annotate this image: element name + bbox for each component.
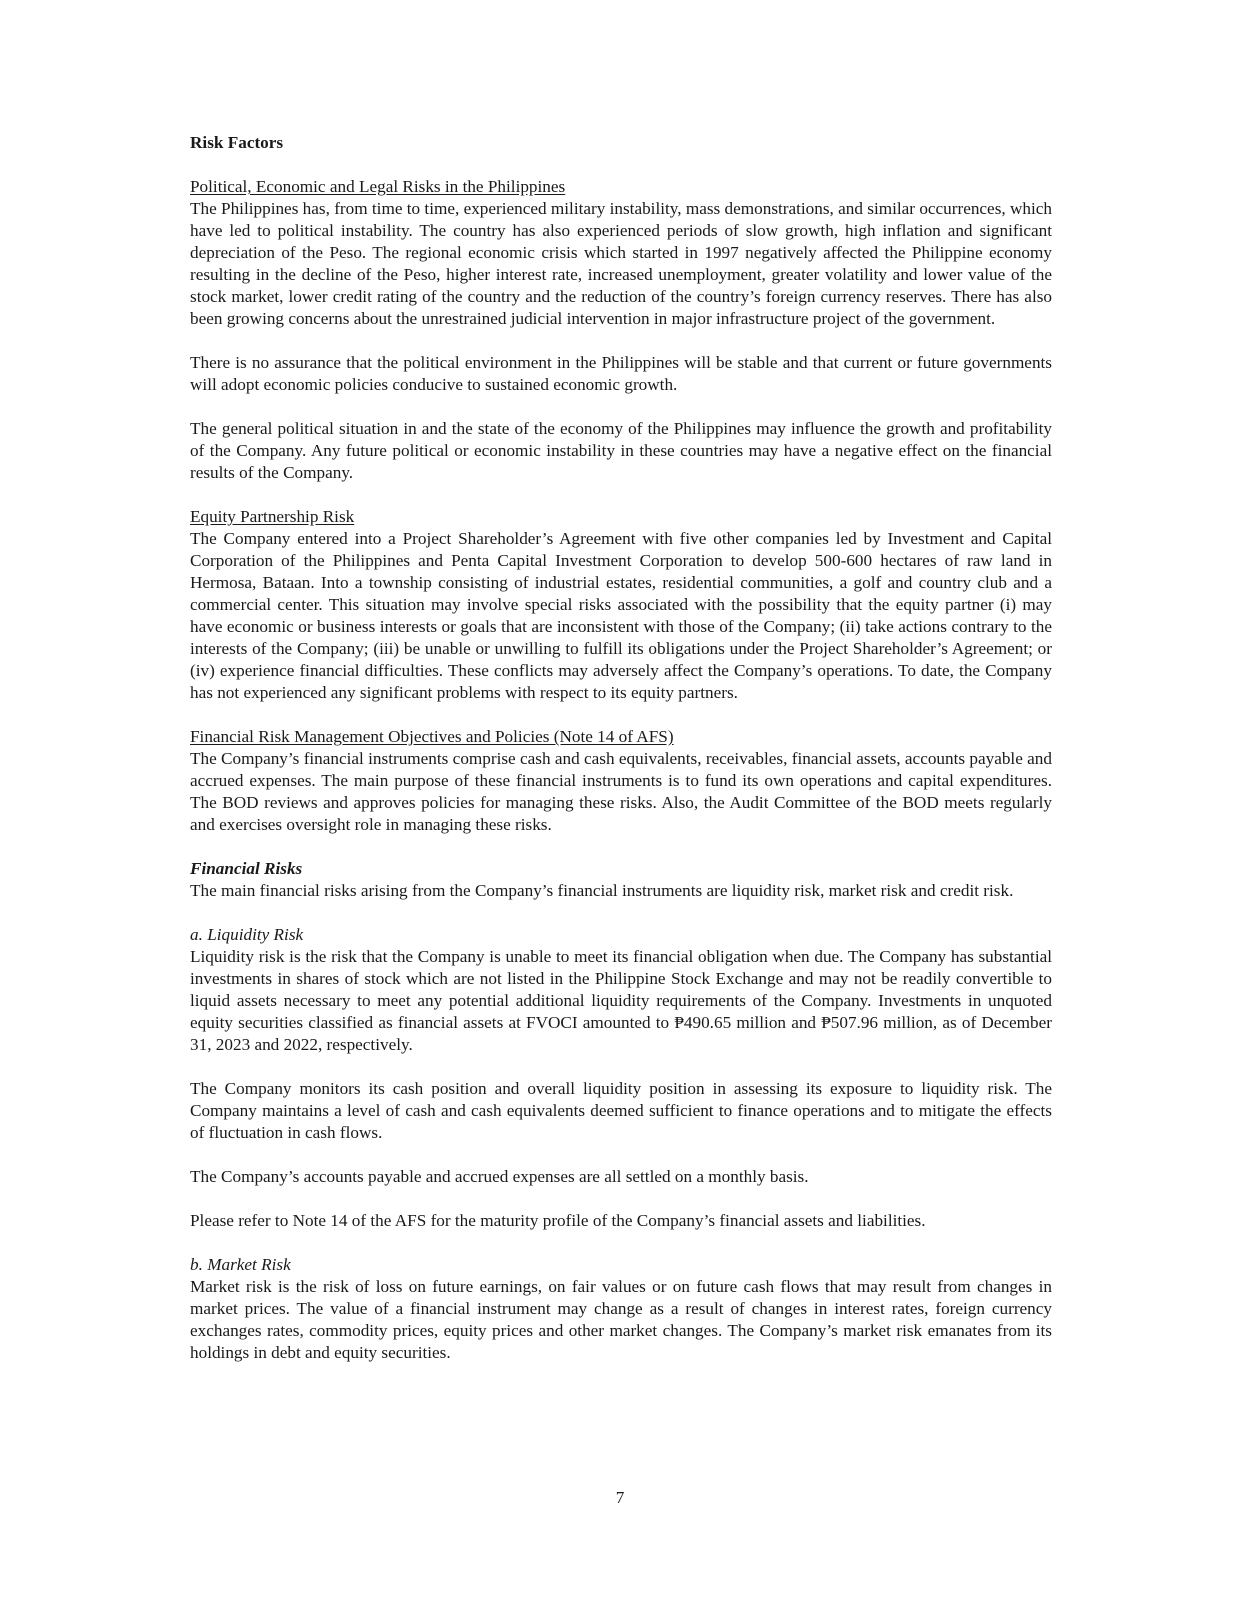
page-number: 7 [615, 1488, 625, 1507]
section-equity-partnership [190, 506, 1052, 704]
section-heading-financial-mgmt: Financial Risk Management Objectives and Policies (Note 14 of AFS) [190, 727, 674, 746]
paragraph: The main financial risks arising from the Company’s financial instruments are liquidity risk, market risk and credit risk. [190, 881, 1014, 900]
section-financial-risk-management [190, 726, 1052, 836]
paragraph: The Company’s accounts payable and accrued expenses are all settled on a monthly basis. [190, 1167, 809, 1186]
section-liquidity-risk [190, 924, 1052, 1232]
section-heading-market: b. Market Risk [190, 1255, 291, 1274]
section-heading-equity: Equity Partnership Risk [190, 507, 355, 526]
section-heading-liquidity: a. Liquidity Risk [190, 925, 304, 944]
paragraph: Market risk is the risk of loss on future earnings, on fair values or on future cash flows that may result from changes in market prices. The value of a financial instrument may change as a result of changes in interest rates, foreign currency exchanges rates, commodity prices, equity prices and other market changes. The Company’s market risk emanates from its holdings in debt and equity securities. [190, 1277, 1052, 1362]
paragraph: The Philippines has, from time to time, experienced military instability, mass demonstrations, and similar occurrences, which have led to political instability. The country has also experienced periods of slow growth, high inflation and significant depreciation of the Peso. The regional economic crisis which started in 1997 negatively affected the Philippine economy resulting in the decline of the Peso, higher interest rate, increased unemployment, greater volatility and lower value of the stock market, lower credit rating of the country and the reduction of the country’s foreign currency reserves. There has also been growing concerns about the unrestrained judicial intervention in major infrastructure project of the government. [190, 199, 1052, 328]
document-page [190, 132, 1052, 1386]
paragraph: The general political situation in and the state of the economy of the Philippines may influence the growth and profitability of the Company. Any future political or economic instability in these countries may have a negative effect on the financial results of the Company. [190, 419, 1052, 482]
section-heading-financial-risks: Financial Risks [190, 859, 303, 878]
paragraph: Please refer to Note 14 of the AFS for the maturity profile of the Company’s financial assets and liabilities. [190, 1211, 926, 1230]
section-market-risk [190, 1254, 1052, 1364]
section-political [190, 176, 1052, 484]
section-financial-risks [190, 858, 1052, 902]
page-title: Risk Factors [190, 133, 284, 152]
paragraph: The Company monitors its cash position and overall liquidity position in assessing its exposure to liquidity risk. The Company maintains a level of cash and cash equivalents deemed sufficient to finance operations and to mitigate the effects of fluctuation in cash flows. [190, 1079, 1052, 1142]
paragraph: There is no assurance that the political environment in the Philippines will be stable and that current or future governments will adopt economic policies conducive to sustained economic growth. [190, 353, 1052, 394]
paragraph: The Company’s financial instruments comprise cash and cash equivalents, receivables, financial assets, accounts payable and accrued expenses. The main purpose of these financial instruments is to fund its own operations and capital expenditures. The BOD reviews and approves policies for managing these risks. Also, the Audit Committee of the BOD meets regularly and exercises oversight role in managing these risks. [190, 749, 1052, 834]
paragraph: The Company entered into a Project Shareholder’s Agreement with five other companies led by Investment and Capital Corporation of the Philippines and Penta Capital Investment Corporation to develop 500-600 hectares of raw land in Hermosa, Bataan. Into a township consisting of industrial estates, residential communities, a golf and country club and a commercial center. This situation may involve special risks associated with the possibility that the equity partner (i) may have economic or business interests or goals that are inconsistent with those of the Company; (ii) take actions contrary to the interests of the Company; (iii) be unable or unwilling to fulfill its obligations under the Project Shareholder’s Agreement; or (iv) experience financial difficulties. These conflicts may adversely affect the Company’s operations. To date, the Company has not experienced any significant problems with respect to its equity partners. [190, 529, 1052, 702]
paragraph: Liquidity risk is the risk that the Company is unable to meet its financial obligation when due. The Company has substantial investments in shares of stock which are not listed in the Philippine Stock Exchange and may not be readily convertible to liquid assets necessary to meet any potential additional liquidity requirements of the Company. Investments in unquoted equity securities classified as financial assets at FVOCI amounted to ₱490.65 million and ₱507.96 million, as of December 31, 2023 and 2022, respectively. [190, 947, 1052, 1054]
section-heading-political: Political, Economic and Legal Risks in the Philippines [190, 177, 566, 196]
